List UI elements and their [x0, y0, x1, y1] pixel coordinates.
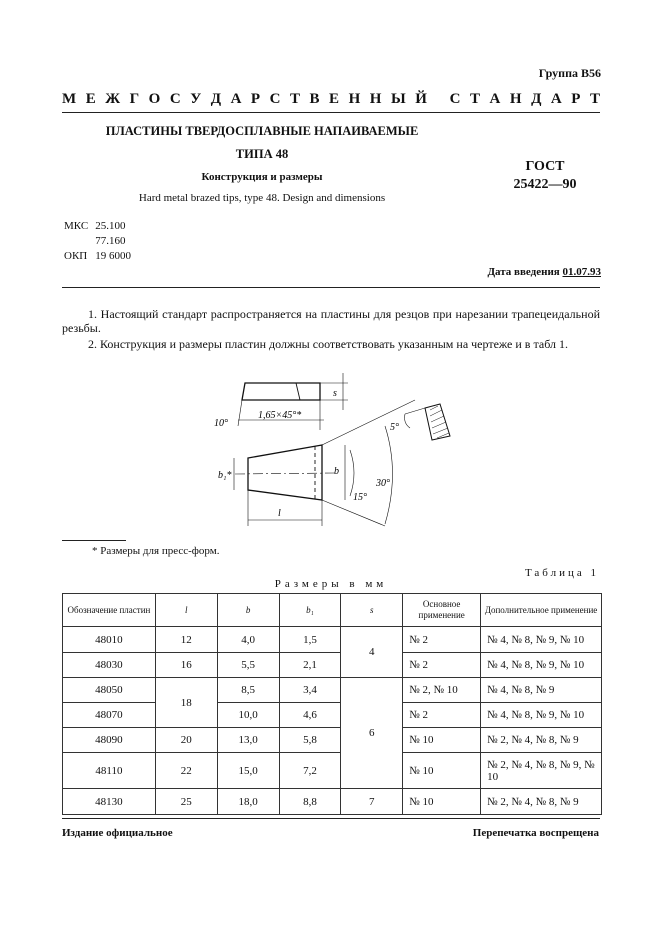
cell-b1: 4,6	[279, 703, 341, 728]
extension-line	[238, 400, 242, 426]
cell-designation: 48070	[63, 703, 156, 728]
table-units: Размеры в мм	[274, 578, 388, 590]
footer-rule	[62, 818, 600, 819]
banner-letter: А	[489, 91, 501, 107]
cell-extra-use: № 2, № 4, № 8, № 9, № 10	[481, 753, 602, 789]
banner-letter: С	[449, 91, 461, 107]
table-row	[63, 627, 602, 653]
paragraph-1: 1. Настоящий стандарт распространяется на пластины для резцов при нарезании трапецеидальной резьбы.	[62, 307, 600, 335]
title-english: Hard metal brazed tips, type 48. Design and dimensions	[138, 192, 386, 204]
banner-letter: Д	[210, 91, 222, 107]
intro-date-label: Дата введения	[487, 266, 560, 278]
title-line-1: ПЛАСТИНЫ ТВЕРДОСПЛАВНЫЕ НАПАИВАЕМЫЕ	[105, 124, 419, 138]
header-b1: b₁	[279, 594, 341, 627]
banner-letter: М	[62, 91, 77, 107]
table-row	[63, 753, 602, 789]
cell-extra-use: № 4, № 8, № 9, № 10	[481, 653, 602, 678]
code-key: МКС	[64, 220, 89, 232]
cell-designation: 48050	[63, 678, 156, 703]
label-chamfer: 1,65×45°*	[258, 410, 302, 421]
cell-designation: 48090	[63, 728, 156, 753]
cell-extra-use: № 2, № 4, № 8, № 9	[481, 728, 602, 753]
arc-15	[350, 450, 354, 496]
banner-letter: Й	[415, 91, 427, 107]
label-angle-5: 5°	[390, 422, 399, 433]
cell-main-use: № 10	[403, 753, 481, 789]
banner-letter: Н	[369, 91, 382, 107]
plan-view-outline	[248, 445, 322, 500]
tip-drawing	[200, 368, 470, 540]
label-b: b	[334, 466, 339, 477]
code-key: ОКП	[64, 250, 88, 262]
cell-l: 18	[155, 678, 217, 728]
cell-b1: 2,1	[279, 653, 341, 678]
banner-letter: С	[169, 91, 181, 107]
label-b1: b₁*	[218, 470, 232, 481]
banner-letter: Е	[85, 91, 96, 107]
cell-b: 13,0	[217, 728, 279, 753]
cell-b1: 3,4	[279, 678, 341, 703]
cell-main-use: № 2	[403, 703, 481, 728]
cell-b1: 7,2	[279, 753, 341, 789]
paragraph-2: 2. Конструкция и размеры пластин должны соответствовать указанным на чертеже и в табл 1.	[88, 337, 568, 351]
banner-letter: Н	[348, 91, 361, 107]
cell-b1: 5,8	[279, 728, 341, 753]
table-row	[63, 728, 602, 753]
section-hatching	[430, 406, 449, 438]
banner-letter: У	[190, 91, 202, 107]
code-value: 77.160	[95, 235, 126, 247]
intro-date	[487, 266, 601, 278]
banner-letter: Е	[329, 91, 340, 107]
cell-b: 4,0	[217, 627, 279, 653]
cell-b1: 8,8	[279, 789, 341, 815]
cell-s: 7	[341, 789, 403, 815]
header-rule	[62, 112, 600, 113]
arc-5	[405, 414, 410, 428]
banner-letter: Ы	[390, 91, 406, 107]
label-angle-10: 10°	[214, 418, 228, 429]
label-l: l	[278, 508, 281, 519]
side-profile-outline	[242, 383, 320, 400]
table-row	[63, 703, 602, 728]
cell-b: 8,5	[217, 678, 279, 703]
label-angle-30: 30°	[376, 478, 390, 489]
table-header-row	[63, 594, 602, 627]
title-block	[62, 124, 462, 204]
date-rule	[62, 287, 600, 288]
cell-b: 10,0	[217, 703, 279, 728]
footer-reprint-prohibited: Перепечатка воспрещена	[472, 827, 599, 839]
standard-banner	[62, 91, 600, 108]
center-line	[235, 473, 335, 474]
header-s: s	[341, 594, 403, 627]
extension-line	[322, 400, 415, 445]
banner-letter: А	[550, 91, 562, 107]
dimensions-table	[62, 593, 602, 815]
intro-date-value: 01.07.93	[562, 266, 601, 278]
cell-extra-use: № 4, № 8, № 9	[481, 678, 602, 703]
cell-b: 15,0	[217, 753, 279, 789]
title-line-2: ТИПА 48	[235, 147, 289, 161]
cell-s: 6	[341, 678, 403, 789]
cell-l: 20	[155, 728, 217, 753]
banner-letter: Т	[589, 91, 600, 107]
cell-extra-use: № 2, № 4, № 8, № 9	[481, 789, 602, 815]
cell-main-use: № 2	[403, 627, 481, 653]
cell-main-use: № 2	[403, 653, 481, 678]
gost-number: 25422—90	[513, 177, 577, 192]
group-code: Группа В56	[538, 66, 601, 80]
header-extra-use: Дополнительное применение	[481, 594, 602, 627]
banner-letter: В	[309, 91, 320, 107]
title-line-3: Конструкция и размеры	[201, 171, 323, 183]
label-angle-15: 15°	[353, 492, 367, 503]
banner-letter: Т	[289, 91, 300, 107]
code-key	[64, 235, 93, 248]
cell-main-use: № 2, № 10	[403, 678, 481, 703]
footer-official-edition: Издание официальное	[62, 827, 173, 839]
cell-l: 16	[155, 653, 217, 678]
banner-letter: С	[269, 91, 281, 107]
side-profile-chamfer	[296, 383, 300, 400]
cell-extra-use: № 4, № 8, № 9, № 10	[481, 627, 602, 653]
gost-label: ГОСТ	[525, 159, 565, 174]
header-l: l	[155, 594, 217, 627]
table-row	[63, 653, 602, 678]
arc-30	[385, 426, 393, 524]
table-row	[63, 789, 602, 815]
code-value: 25.100	[95, 220, 126, 232]
cell-b: 5,5	[217, 653, 279, 678]
banner-letter: Д	[531, 91, 542, 107]
cell-extra-use: № 4, № 8, № 9, № 10	[481, 703, 602, 728]
cell-designation: 48130	[63, 789, 156, 815]
footnote: * Размеры для пресс-форм.	[92, 545, 220, 557]
banner-letter: О	[148, 91, 161, 107]
banner-letter: Ж	[105, 91, 121, 107]
extension-line	[322, 500, 385, 526]
gost-block	[470, 158, 620, 194]
banner-letter: А	[230, 91, 242, 107]
banner-space	[436, 91, 440, 108]
extension-line	[405, 408, 425, 414]
classification-codes	[62, 218, 133, 265]
banner-letter: Н	[509, 91, 522, 107]
cell-s: 4	[341, 627, 403, 678]
section-detail-outline	[425, 404, 450, 440]
banner-letter: Т	[470, 91, 481, 107]
cell-designation: 48010	[63, 627, 156, 653]
label-s: s	[333, 388, 337, 399]
header-b: b	[217, 594, 279, 627]
cell-l: 22	[155, 753, 217, 789]
cell-main-use: № 10	[403, 789, 481, 815]
table-number: Таблица 1	[524, 567, 599, 579]
cell-designation: 48030	[63, 653, 156, 678]
header-designation: Обозначение пластин	[63, 594, 156, 627]
banner-letter: Р	[571, 91, 581, 107]
footnote-rule	[62, 540, 126, 541]
cell-l: 25	[155, 789, 217, 815]
cell-l: 12	[155, 627, 217, 653]
cell-b1: 1,5	[279, 627, 341, 653]
banner-letter: Р	[250, 91, 261, 107]
header-main-use: Основное применение	[403, 594, 481, 627]
table-row	[63, 678, 602, 703]
cell-main-use: № 10	[403, 728, 481, 753]
cell-b: 18,0	[217, 789, 279, 815]
code-value: 19 6000	[95, 250, 131, 262]
banner-letter: Г	[129, 91, 140, 107]
cell-designation: 48110	[63, 753, 156, 789]
